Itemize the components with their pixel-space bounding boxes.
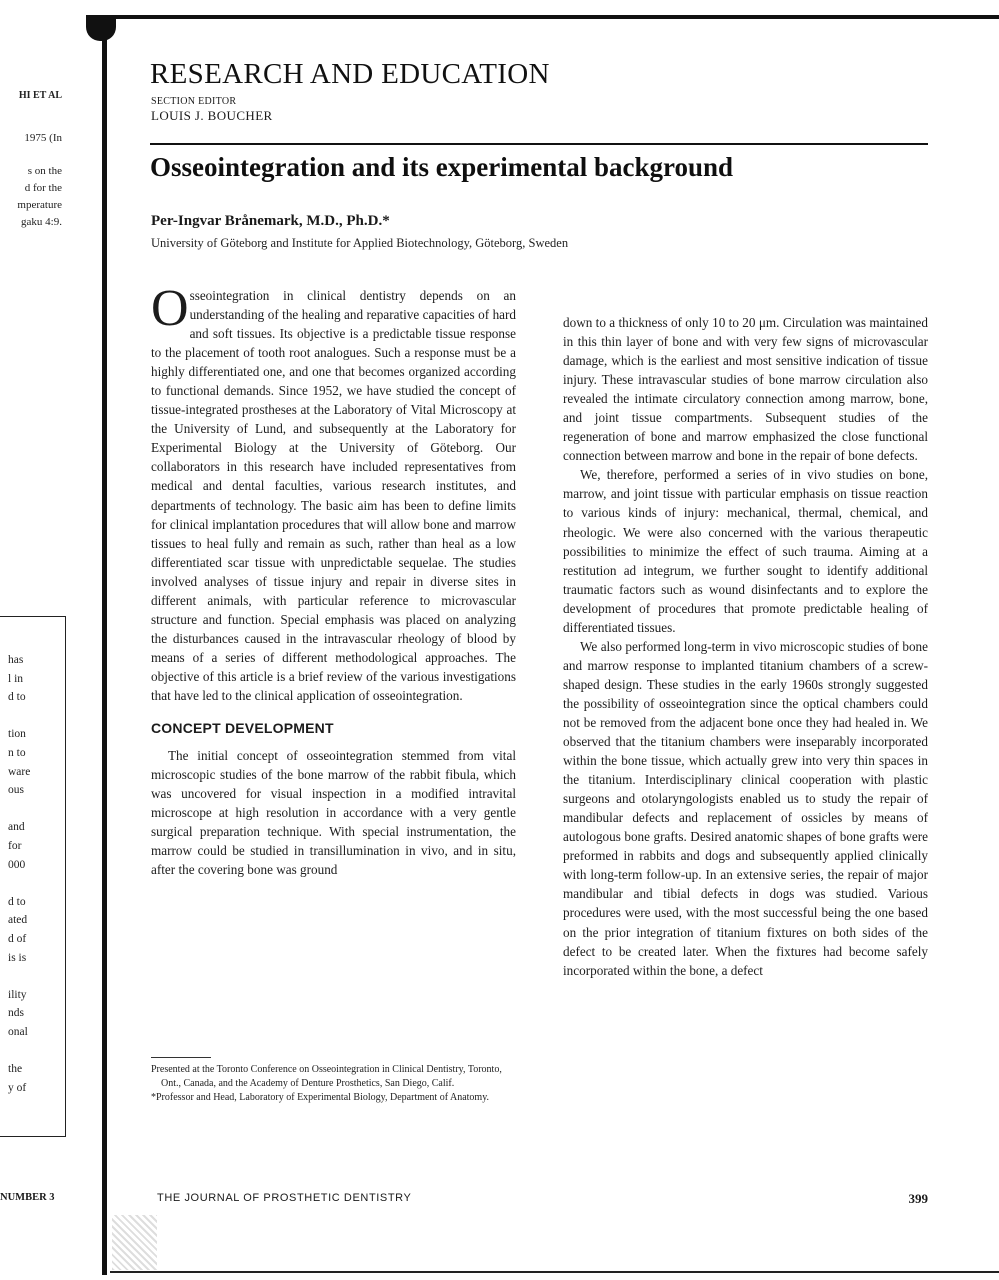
facing-line: d for the bbox=[24, 181, 62, 194]
journal-name: THE JOURNAL OF PROSTHETIC DENTISTRY bbox=[157, 1192, 412, 1204]
drop-cap: O bbox=[151, 280, 189, 337]
section-title: RESEARCH AND EDUCATION bbox=[150, 58, 550, 90]
body-paragraph: We also performed long-term in vivo microscopic studies of bone and marrow response to implanted titanium chambers of a screw-shaped design. These studies in the early 1960s strongly suggested the possibility of osseointegration since the optical chambers could not be removed from the adjacent bone once they had healed in. We observed that the titanium chambers were inseparably incorporated within the bone tissue, which actually grew into very thin spaces in the titanium. Interdisciplinary clinical cooperation with plastic surgeons and otolaryngologists enabled us to study the repair of mandibular defects and replacement of ossicles by means of autologous bone grafts. Desired anatomic shapes of bone grafts were preformed in rabbits and dogs and subsequently applied clinically with long-term follow-up. In an extensive series, the repair of major mandibular and tibial defects in dogs was studied. Various procedures were used, with the most successful being the one based on the prior integration of titanium fixtures on both sides of the defect to be created later. When the fixtures had become safely incorporated within the bone, a defect bbox=[563, 638, 928, 978]
bottom-rule bbox=[110, 1271, 999, 1273]
facing-line: d to bbox=[8, 895, 26, 908]
binding-cap bbox=[86, 15, 116, 41]
facing-running-head: HI ET AL bbox=[18, 90, 62, 101]
facing-line bbox=[8, 1041, 48, 1060]
page-number: 399 bbox=[908, 1191, 928, 1206]
top-rule bbox=[95, 15, 999, 19]
facing-line: y of bbox=[8, 1081, 27, 1094]
author-affiliation: University of Göteborg and Institute for Applied Biotechnology, Göteborg, Sweden bbox=[151, 236, 569, 250]
facing-box-bottom bbox=[0, 1136, 66, 1137]
facing-line: ated bbox=[8, 914, 28, 927]
footnote-author: *Professor and Head, Laboratory of Experimental Biology, Department of Anatomy. bbox=[151, 1092, 490, 1103]
facing-line: has bbox=[8, 654, 24, 666]
facing-line: nds bbox=[8, 1007, 24, 1020]
facing-page-box-text bbox=[8, 651, 48, 1097]
facing-line: ous bbox=[8, 784, 24, 797]
left-column bbox=[151, 280, 516, 879]
section-editor-name: LOUIS J. BOUCHER bbox=[151, 108, 273, 123]
footnote-rule bbox=[151, 1057, 211, 1058]
facing-page-top-text bbox=[0, 88, 62, 231]
header-rule bbox=[150, 143, 928, 145]
facing-box-top bbox=[0, 616, 66, 617]
concept-paragraph: The initial concept of osseointegration stemmed from vital microscopic studies of the bone marrow of the rabbit fibula, which was uncovered for visual inspection in a modified intravital microscope at high resolution in accordance with a very gentle surgical preparation technique. With special instrumentation, the marrow could be studied in transillumination in vivo, and in situ, after the covering bone was ground bbox=[151, 748, 516, 878]
facing-page-footer: NUMBER 3 bbox=[0, 1192, 55, 1203]
facing-line: d to bbox=[8, 691, 26, 704]
facing-line: s on the bbox=[27, 164, 62, 177]
facing-line: ware bbox=[8, 765, 31, 778]
section-heading: CONCEPT DEVELOPMENT bbox=[151, 720, 334, 737]
article-title: Osseointegration and its experimental background bbox=[150, 152, 734, 182]
facing-line: ility bbox=[8, 988, 27, 1001]
footnotes bbox=[151, 1063, 517, 1106]
facing-line bbox=[8, 707, 48, 726]
facing-box-right bbox=[65, 616, 66, 1136]
facing-line: d of bbox=[8, 932, 27, 945]
facing-line: 000 bbox=[8, 858, 26, 871]
facing-line bbox=[8, 874, 48, 893]
facing-line: mperature bbox=[17, 198, 62, 211]
facing-line: for bbox=[8, 839, 22, 852]
facing-line: is is bbox=[8, 951, 27, 964]
body-paragraph: down to a thickness of only 10 to 20 μm. Circulation was maintained in this thin layer of bone and with very few signs of microvascular damage, which is the earliest and most sensitive indication of tissue injury. These intravascular studies of bone marrow circulation also revealed the intimate circulatory connection among marrow, bone, and joint tissue compartments. Subsequent studies of the regeneration of bone and marrow emphasized the close functional connection between marrow and bone in the repair of bone defects. bbox=[563, 315, 928, 464]
facing-line bbox=[8, 967, 48, 986]
facing-line: 1975 (In bbox=[24, 131, 62, 144]
facing-line: and bbox=[8, 821, 25, 834]
facing-line: n to bbox=[8, 746, 26, 759]
binding-shadow bbox=[112, 1215, 157, 1270]
facing-line: l in bbox=[8, 672, 24, 685]
author-name: Per-Ingvar Brånemark, M.D., Ph.D.* bbox=[151, 213, 390, 229]
facing-line: onal bbox=[8, 1025, 28, 1038]
right-column bbox=[563, 313, 928, 980]
intro-text: sseointegration in clinical dentistry depends on an understanding of the healing and reparative capacities of hard and soft tissues. Its objective is a predictable tissue response to the placement of tooth root analogues. Such a response must be a highly differentiated one, and one that becomes organized according to functional demands. Since 1952, we have studied the concept of tissue-integrated prostheses at the Laboratory of Vital Microscopy at the University of Lund, and subsequently at the Laboratory for Experimental Biology at the University of Göteborg. Our collaborators in this research have included representatives from medical and dental faculties, various research institutes, and departments of technology. The basic aim has been to define limits for clinical implantation procedures that will allow bone and marrow tissues to heal fully and remain as such, rather than heal as a low differentiated scar tissue with unpredictable sequelae. The studies involved analyses of tissue injury and repair in diverse sites in different animals, with particular reference to microvascular structure and function. Special emphasis was placed on analyzing the disturbances caused in the intravascular rheology of blood by means of a series of different methodological approaches. The objective of this article is a brief review of the various investigations that have led to the clinical application of osseointegration. bbox=[151, 288, 516, 703]
section-editor-label: SECTION EDITOR bbox=[151, 96, 237, 107]
facing-line: gaku 4:9. bbox=[21, 215, 62, 228]
facing-line: the bbox=[8, 1063, 23, 1076]
facing-line: tion bbox=[8, 728, 26, 741]
facing-line bbox=[8, 800, 48, 819]
footnote-presented: Presented at the Toronto Conference on Osseointegration in Clinical Dentistry, Toronto, Ont., Canada, and the Academy of Denture Prosthetics, San Diego, Calif. bbox=[151, 1064, 502, 1089]
intro-paragraph bbox=[151, 280, 516, 705]
binding-spine bbox=[102, 15, 107, 1275]
body-paragraph: We, therefore, performed a series of in vivo studies on bone, marrow, and joint tissue with particular emphasis on tissue reaction to various kinds of injury: mechanical, thermal, chemical, and rheologic. We were also concerned with the various therapeutic possibilities to minimize the effect of such trauma. Aiming at a restitution ad integrum, we further sought to identify additional traumatic factors such as wound disinfectants and to explore the development of procedures that promote predictable healing of differentiated tissues. bbox=[563, 467, 928, 635]
